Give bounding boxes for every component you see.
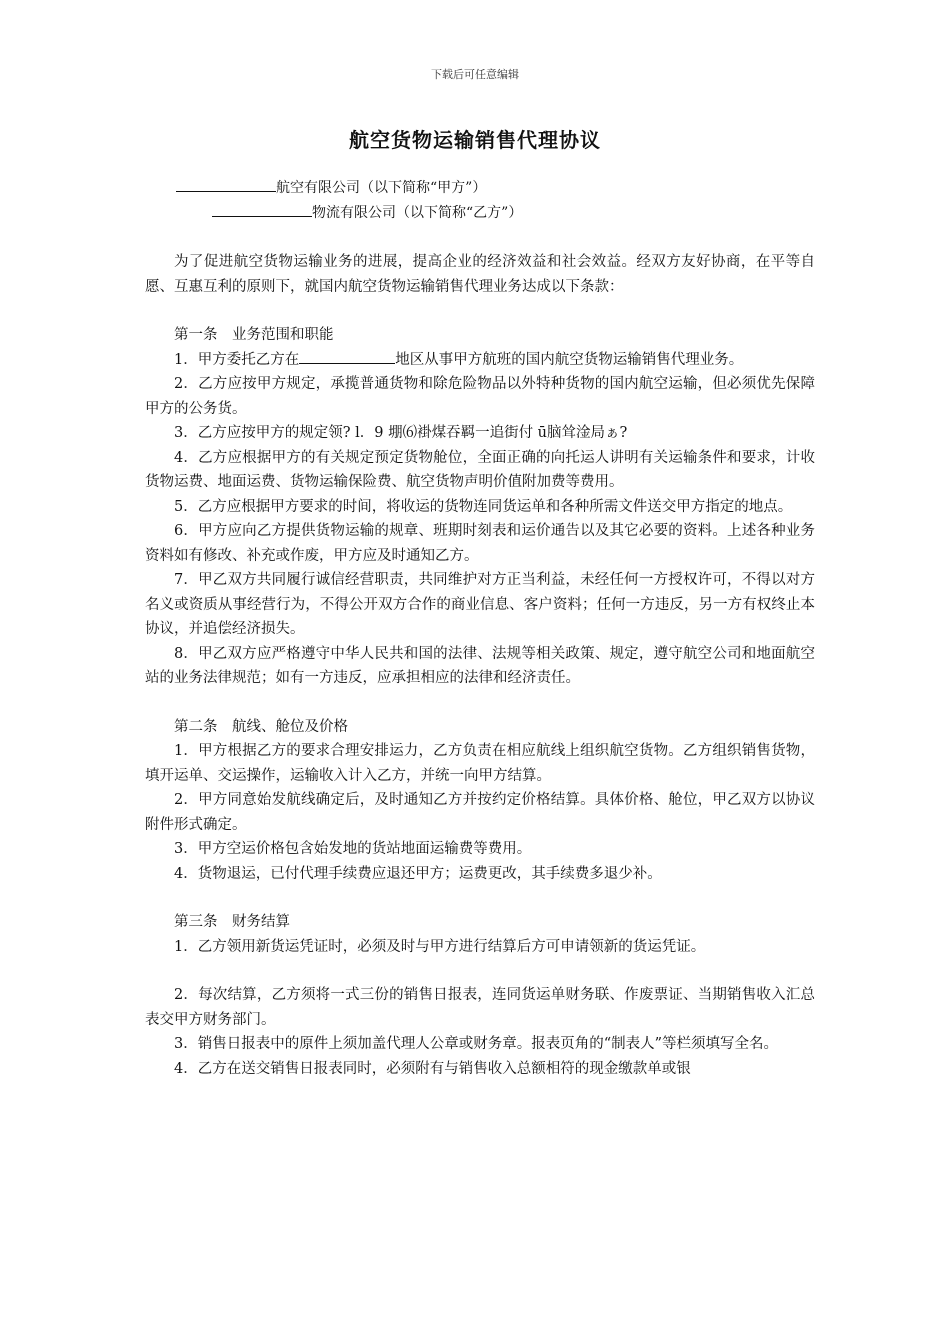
preamble: 为了促进航空货物运输业务的进展，提高企业的经济效益和社会效益。经双方友好协商，在平等自愿、互惠互利的原则下，就国内航空货物运输销售代理业务达成以下条款： (145, 254, 815, 295)
section-1-item-3: 3．乙方应按甲方的规定领? l．9 堋⑹褂煤吞羁一追街付 ū脑耸淦局ぁ? (174, 425, 628, 441)
region-blank (299, 349, 395, 364)
section-2-item-4: 4．货物退运，已付代理手续费应退还甲方；运费更改，其手续费多退少补。 (174, 865, 662, 882)
section-1-item-6: 6．甲方应向乙方提供货物运输的规章、班期时刻表和运价通告以及其它必要的资料。上述各种业务资料如有修改、补充或作废，甲方应及时通知乙方。 (145, 523, 815, 564)
party-b-line (212, 202, 522, 223)
section-2-item-2: 2．甲方同意始发航线确定后，及时通知乙方并按约定价格结算。具体价格、舱位，甲乙双方以协议附件形式确定。 (145, 792, 815, 833)
section-1-item-7: 7．甲乙双方共同履行诚信经营职责，共同维护对方正当利益，未经任何一方授权许可，不得以对方名义或资质从事经营行为，不得公开双方合作的商业信息、客户资料；任何一方违反，另一方有权终止本协议，并追偿经济损失。 (145, 572, 815, 637)
section-3-item-1: 1．乙方领用新货运凭证时，必须及时与甲方进行结算后方可申请领新的货运凭证。 (174, 938, 706, 955)
section-2-item-1: 1．甲方根据乙方的要求合理安排运力，乙方负责在相应航线上组织航空货物。乙方组织销售货物，填开运单、交运操作，运输收入计入乙方，并统一向甲方结算。 (145, 743, 815, 784)
section-1-item-1: 1．甲方委托乙方在 地区从事甲方航班的国内航空货物运输销售代理业务。 (145, 348, 815, 373)
section-1-item-8: 8．甲乙双方应严格遵守中华人民共和国的法律、法规等相关政策、规定，遵守航空公司和地面航空站的业务法律规范；如有一方违反，应承担相应的法律和经济责任。 (145, 645, 815, 686)
section-1-title: 第一条 业务范围和职能 (174, 327, 334, 343)
party-b-text: 物流有限公司（以下简称“乙方”） (312, 205, 523, 221)
section-3-item-2: 2．每次结算，乙方须将一式三份的销售日报表，连同货运单财务联、作废票证、当期销售收入汇总表交甲方财务部门。 (145, 987, 815, 1028)
party-a-line (176, 177, 486, 198)
section-3-item-4: 4．乙方在送交销售日报表同时，必须附有与销售收入总额相符的现金缴款单或银 (174, 1060, 691, 1077)
document-body (145, 250, 815, 1081)
header-note: 下载后可任意编辑 (431, 68, 519, 81)
section-1-item-4: 4．乙方应根据甲方的有关规定预定货物舱位，全面正确的向托运人讲明有关运输条件和要求，计收货物运费、地面运费、货物运输保险费、航空货物声明价值附加费等费用。 (145, 449, 815, 490)
section-1-item-5: 5．乙方应根据甲方要求的时间，将收运的货物连同货运单和各种所需文件送交甲方指定的地点。 (174, 498, 793, 515)
section-2-title: 第二条 航线、舱位及价格 (174, 718, 348, 735)
party-a-blank (176, 177, 276, 192)
party-a-text: 航空有限公司（以下简称“甲方”） (276, 180, 487, 196)
section-2-item-3: 3．甲方空运价格包含始发地的货站地面运输费等费用。 (174, 841, 532, 857)
section-1-item-2: 2．乙方应按甲方规定，承揽普通货物和除危险物品以外特种货物的国内航空运输，但必须优先保障甲方的公务货。 (145, 376, 815, 417)
section-3-title: 第三条 财务结算 (174, 914, 290, 930)
party-b-blank (212, 202, 312, 217)
section-3-item-3: 3．销售日报表中的原件上须加盖代理人公章或财务章。报表页角的“制表人”等栏须填写全名。 (174, 1036, 779, 1052)
document-title: 航空货物运输销售代理协议 (349, 128, 601, 152)
